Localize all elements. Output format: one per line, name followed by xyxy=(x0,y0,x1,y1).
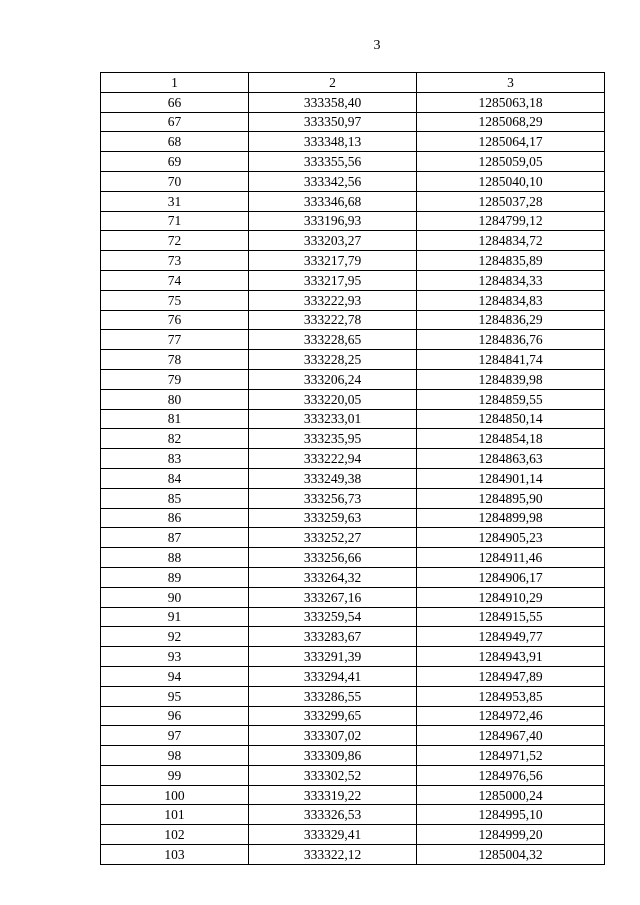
y-coordinate-cell: 1285037,28 xyxy=(417,191,605,211)
y-coordinate-cell: 1284834,83 xyxy=(417,290,605,310)
y-coordinate-cell: 1284854,18 xyxy=(417,429,605,449)
table-row xyxy=(101,508,605,528)
table-row xyxy=(101,112,605,132)
table-row xyxy=(101,825,605,845)
table-row xyxy=(101,607,605,627)
x-coordinate-cell: 333348,13 xyxy=(249,132,417,152)
y-coordinate-cell: 1284899,98 xyxy=(417,508,605,528)
point-number-cell: 67 xyxy=(101,112,249,132)
table-row xyxy=(101,627,605,647)
x-coordinate-cell: 333222,93 xyxy=(249,290,417,310)
x-coordinate-cell: 333322,12 xyxy=(249,845,417,865)
point-number-cell: 77 xyxy=(101,330,249,350)
point-number-cell: 96 xyxy=(101,706,249,726)
table-row xyxy=(101,726,605,746)
table-row xyxy=(101,369,605,389)
x-coordinate-cell: 333252,27 xyxy=(249,528,417,548)
y-coordinate-cell: 1284911,46 xyxy=(417,548,605,568)
point-number-cell: 83 xyxy=(101,449,249,469)
table-row xyxy=(101,686,605,706)
table-row xyxy=(101,666,605,686)
y-coordinate-cell: 1285000,24 xyxy=(417,785,605,805)
table-row xyxy=(101,567,605,587)
table-row xyxy=(101,746,605,766)
table-row xyxy=(101,191,605,211)
point-number-cell: 31 xyxy=(101,191,249,211)
point-number-cell: 103 xyxy=(101,845,249,865)
table-row xyxy=(101,548,605,568)
x-coordinate-cell: 333326,53 xyxy=(249,805,417,825)
y-coordinate-cell: 1284943,91 xyxy=(417,647,605,667)
y-coordinate-cell: 1284841,74 xyxy=(417,350,605,370)
table-row xyxy=(101,330,605,350)
y-coordinate-cell: 1284910,29 xyxy=(417,587,605,607)
table-row xyxy=(101,389,605,409)
table-row xyxy=(101,251,605,271)
table-row xyxy=(101,429,605,449)
point-number-cell: 86 xyxy=(101,508,249,528)
point-number-cell: 76 xyxy=(101,310,249,330)
table-row xyxy=(101,449,605,469)
point-number-cell: 70 xyxy=(101,171,249,191)
point-number-cell: 90 xyxy=(101,587,249,607)
x-coordinate-cell: 333358,40 xyxy=(249,92,417,112)
x-coordinate-cell: 333319,22 xyxy=(249,785,417,805)
x-coordinate-cell: 333249,38 xyxy=(249,468,417,488)
x-coordinate-cell: 333355,56 xyxy=(249,152,417,172)
table-row xyxy=(101,785,605,805)
y-coordinate-cell: 1284915,55 xyxy=(417,607,605,627)
y-coordinate-cell: 1284799,12 xyxy=(417,211,605,231)
point-number-cell: 99 xyxy=(101,765,249,785)
table-row xyxy=(101,488,605,508)
column-header-2: 2 xyxy=(249,73,417,93)
y-coordinate-cell: 1284863,63 xyxy=(417,449,605,469)
y-coordinate-cell: 1284976,56 xyxy=(417,765,605,785)
x-coordinate-cell: 333222,78 xyxy=(249,310,417,330)
point-number-cell: 89 xyxy=(101,567,249,587)
table-row xyxy=(101,152,605,172)
table-row xyxy=(101,92,605,112)
x-coordinate-cell: 333294,41 xyxy=(249,666,417,686)
x-coordinate-cell: 333299,65 xyxy=(249,706,417,726)
y-coordinate-cell: 1284839,98 xyxy=(417,369,605,389)
point-number-cell: 87 xyxy=(101,528,249,548)
table-row xyxy=(101,132,605,152)
point-number-cell: 98 xyxy=(101,746,249,766)
point-number-cell: 68 xyxy=(101,132,249,152)
x-coordinate-cell: 333302,52 xyxy=(249,765,417,785)
x-coordinate-cell: 333235,95 xyxy=(249,429,417,449)
y-coordinate-cell: 1284967,40 xyxy=(417,726,605,746)
x-coordinate-cell: 333342,56 xyxy=(249,171,417,191)
x-coordinate-cell: 333291,39 xyxy=(249,647,417,667)
table-row xyxy=(101,310,605,330)
x-coordinate-cell: 333329,41 xyxy=(249,825,417,845)
table-row xyxy=(101,805,605,825)
y-coordinate-cell: 1284895,90 xyxy=(417,488,605,508)
y-coordinate-cell: 1285063,18 xyxy=(417,92,605,112)
point-number-cell: 73 xyxy=(101,251,249,271)
x-coordinate-cell: 333286,55 xyxy=(249,686,417,706)
table-row xyxy=(101,587,605,607)
table-row xyxy=(101,647,605,667)
x-coordinate-cell: 333206,24 xyxy=(249,369,417,389)
y-coordinate-cell: 1284972,46 xyxy=(417,706,605,726)
y-coordinate-cell: 1284953,85 xyxy=(417,686,605,706)
x-coordinate-cell: 333233,01 xyxy=(249,409,417,429)
y-coordinate-cell: 1284836,29 xyxy=(417,310,605,330)
x-coordinate-cell: 333220,05 xyxy=(249,389,417,409)
point-number-cell: 93 xyxy=(101,647,249,667)
table-row xyxy=(101,171,605,191)
table-row xyxy=(101,528,605,548)
point-number-cell: 94 xyxy=(101,666,249,686)
table-row xyxy=(101,468,605,488)
y-coordinate-cell: 1284906,17 xyxy=(417,567,605,587)
table-row xyxy=(101,706,605,726)
y-coordinate-cell: 1284905,23 xyxy=(417,528,605,548)
point-number-cell: 71 xyxy=(101,211,249,231)
point-number-cell: 95 xyxy=(101,686,249,706)
table-row xyxy=(101,211,605,231)
x-coordinate-cell: 333196,93 xyxy=(249,211,417,231)
table-row xyxy=(101,409,605,429)
point-number-cell: 97 xyxy=(101,726,249,746)
y-coordinate-cell: 1285068,29 xyxy=(417,112,605,132)
y-coordinate-cell: 1284949,77 xyxy=(417,627,605,647)
y-coordinate-cell: 1284859,55 xyxy=(417,389,605,409)
point-number-cell: 75 xyxy=(101,290,249,310)
x-coordinate-cell: 333346,68 xyxy=(249,191,417,211)
point-number-cell: 85 xyxy=(101,488,249,508)
point-number-cell: 84 xyxy=(101,468,249,488)
point-number-cell: 66 xyxy=(101,92,249,112)
x-coordinate-cell: 333217,79 xyxy=(249,251,417,271)
x-coordinate-cell: 333267,16 xyxy=(249,587,417,607)
table-body xyxy=(101,92,605,864)
point-number-cell: 72 xyxy=(101,231,249,251)
y-coordinate-cell: 1285040,10 xyxy=(417,171,605,191)
x-coordinate-cell: 333217,95 xyxy=(249,270,417,290)
x-coordinate-cell: 333256,73 xyxy=(249,488,417,508)
point-number-cell: 80 xyxy=(101,389,249,409)
point-number-cell: 100 xyxy=(101,785,249,805)
point-number-cell: 101 xyxy=(101,805,249,825)
x-coordinate-cell: 333222,94 xyxy=(249,449,417,469)
x-coordinate-cell: 333203,27 xyxy=(249,231,417,251)
y-coordinate-cell: 1284995,10 xyxy=(417,805,605,825)
point-number-cell: 81 xyxy=(101,409,249,429)
y-coordinate-cell: 1285059,05 xyxy=(417,152,605,172)
y-coordinate-cell: 1284834,72 xyxy=(417,231,605,251)
y-coordinate-cell: 1284835,89 xyxy=(417,251,605,271)
point-number-cell: 91 xyxy=(101,607,249,627)
page-number: 3 xyxy=(373,38,381,53)
x-coordinate-cell: 333259,54 xyxy=(249,607,417,627)
x-coordinate-cell: 333259,63 xyxy=(249,508,417,528)
point-number-cell: 78 xyxy=(101,350,249,370)
x-coordinate-cell: 333256,66 xyxy=(249,548,417,568)
y-coordinate-cell: 1285064,17 xyxy=(417,132,605,152)
y-coordinate-cell: 1284834,33 xyxy=(417,270,605,290)
x-coordinate-cell: 333309,86 xyxy=(249,746,417,766)
x-coordinate-cell: 333307,02 xyxy=(249,726,417,746)
table-header-row xyxy=(101,73,605,93)
point-number-cell: 79 xyxy=(101,369,249,389)
y-coordinate-cell: 1284850,14 xyxy=(417,409,605,429)
point-number-cell: 69 xyxy=(101,152,249,172)
point-number-cell: 92 xyxy=(101,627,249,647)
y-coordinate-cell: 1285004,32 xyxy=(417,845,605,865)
table-row xyxy=(101,845,605,865)
point-number-cell: 82 xyxy=(101,429,249,449)
x-coordinate-cell: 333350,97 xyxy=(249,112,417,132)
point-number-cell: 88 xyxy=(101,548,249,568)
table-row xyxy=(101,350,605,370)
point-number-cell: 102 xyxy=(101,825,249,845)
y-coordinate-cell: 1284947,89 xyxy=(417,666,605,686)
coordinates-table xyxy=(100,72,605,865)
column-header-3: 3 xyxy=(417,73,605,93)
y-coordinate-cell: 1284901,14 xyxy=(417,468,605,488)
x-coordinate-cell: 333264,32 xyxy=(249,567,417,587)
table-row xyxy=(101,231,605,251)
x-coordinate-cell: 333228,25 xyxy=(249,350,417,370)
x-coordinate-cell: 333228,65 xyxy=(249,330,417,350)
column-header-1: 1 xyxy=(101,73,249,93)
point-number-cell: 74 xyxy=(101,270,249,290)
table-row xyxy=(101,765,605,785)
table-row xyxy=(101,290,605,310)
table-row xyxy=(101,270,605,290)
y-coordinate-cell: 1284999,20 xyxy=(417,825,605,845)
y-coordinate-cell: 1284971,52 xyxy=(417,746,605,766)
y-coordinate-cell: 1284836,76 xyxy=(417,330,605,350)
x-coordinate-cell: 333283,67 xyxy=(249,627,417,647)
